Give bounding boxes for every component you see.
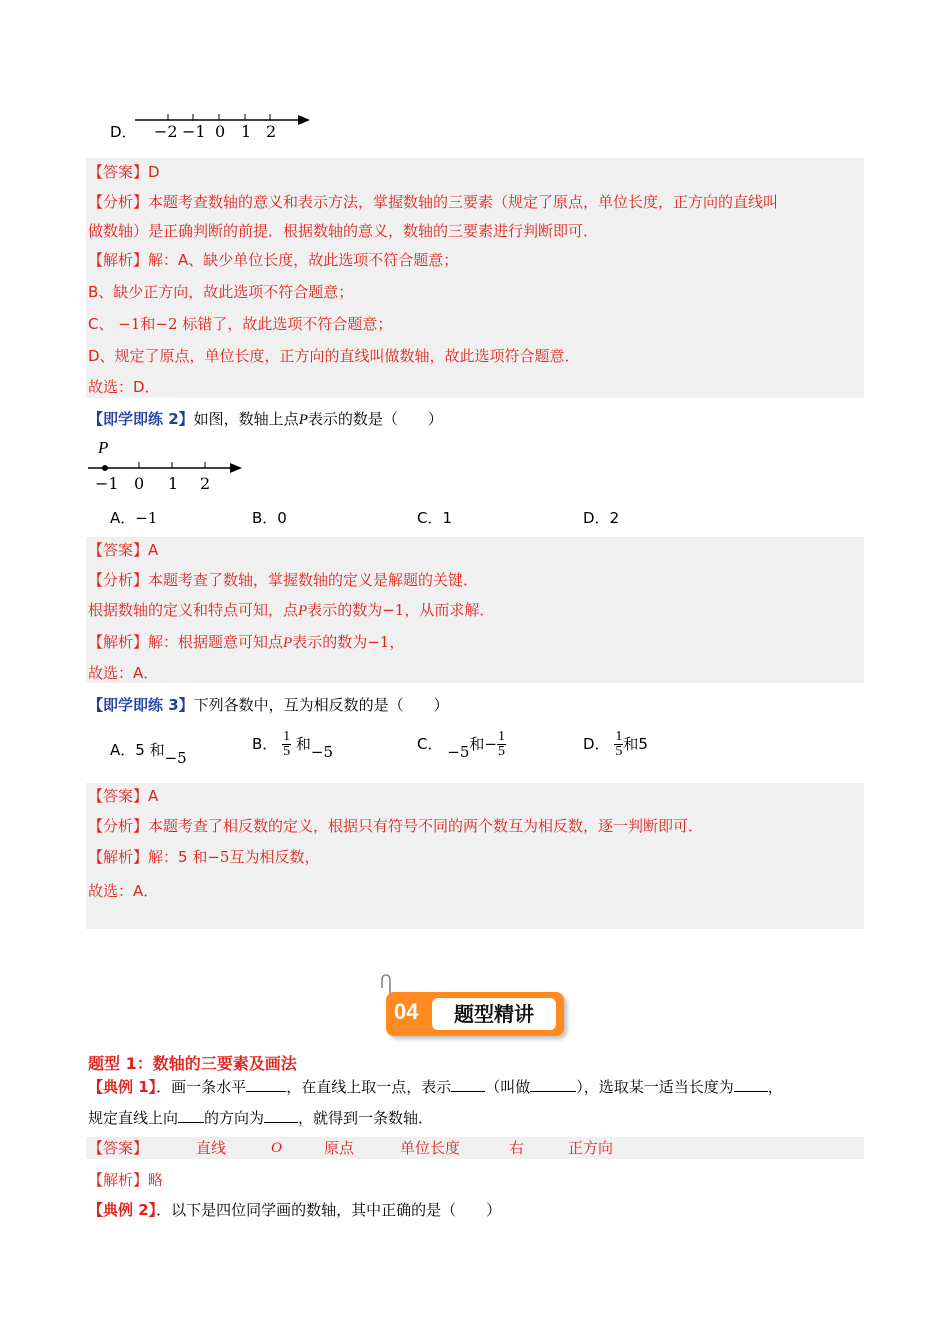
q1-tick-label: 1	[241, 122, 252, 141]
example1-explain: 【解析】略	[88, 1171, 164, 1189]
q2-analysis-line1: 【分析】本题考查了数轴，掌握数轴的定义是解题的关键．	[88, 571, 479, 589]
q1-analysis-line1: 【分析】本题考查数轴的意义和表示方法，掌握数轴的三要素（规定了原点，单位长度，正方向的直线叫	[88, 193, 779, 211]
section-number: 04	[394, 999, 419, 1024]
example1-line1: 【典例 1】．画一条水平 ，在直线上取一点，表示 （叫做 ），选取某一适当长度为 ，	[88, 1078, 783, 1096]
q2-tick-label: 1	[168, 474, 179, 493]
q3-option-d[interactable]: D． $\frac{1}{5}$ 和5	[583, 729, 648, 759]
example2-stem: 【典例 2】．以下是四位同学画的数轴，其中正确的是（ ）	[88, 1201, 502, 1219]
q3-analysis: 【分析】本题考查了相反数的定义，根据只有符号不同的两个数互为相反数，逐一判断即可．	[88, 817, 704, 835]
q3-option-b[interactable]: B． $\frac{1}{5}$ 和−5	[252, 729, 333, 761]
q2-stem: 【即学即练 2】如图，数轴上点P表示的数是（ ）	[88, 410, 443, 428]
q3-explain: 【解析】解：5 和−5互为相反数，	[88, 848, 320, 866]
q1-tick-label: −1	[182, 122, 206, 141]
q3-choose: 故选：A．	[88, 882, 159, 900]
example1-line2: 规定直线上向 的方向为 ，就得到一条数轴．	[88, 1109, 434, 1127]
q2-tick-label: 0	[134, 474, 145, 493]
q3-stem: 【即学即练 3】下列各数中，互为相反数的是（ ）	[88, 696, 449, 714]
q2-explain: 【解析】解：根据题意可知点P表示的数为−1，	[88, 633, 405, 651]
q2-choose: 故选：A．	[88, 664, 159, 682]
q3-answer: 【答案】A	[88, 787, 159, 805]
q2-tick-label: −1	[95, 474, 119, 493]
q1-explain-line-d: D、规定了原点，单位长度，正方向的直线叫做数轴，故此选项符合题意．	[88, 347, 580, 365]
q1-tick-label: 0	[215, 122, 226, 141]
q2-option-c[interactable]: C．1	[417, 509, 453, 527]
q2-point-label: P	[98, 438, 109, 457]
q1-tick-label: −2	[154, 122, 178, 141]
q2-option-b[interactable]: B．0	[252, 509, 287, 527]
q1-tick-label: 2	[266, 122, 277, 141]
q2-tick-label: 2	[200, 474, 211, 493]
q1-answer: 【答案】D	[88, 163, 160, 181]
q1-analysis-line2: 做数轴）是正确判断的前提．根据数轴的意义，数轴的三要素进行判断即可．	[88, 222, 599, 240]
q3-option-c[interactable]: C． −5和− $\frac{1}{5}$	[417, 729, 505, 761]
q1-choose: 故选：D．	[88, 378, 160, 396]
q3-option-a[interactable]: A．5 和−5	[110, 741, 187, 767]
type1-heading: 题型 1：数轴的三要素及画法	[88, 1054, 297, 1073]
section-title: 题型精讲	[432, 998, 556, 1030]
section-badge	[386, 992, 564, 1036]
q1-explain-line-c: C、 −1和−2 标错了，故此选项不符合题意；	[88, 315, 393, 333]
q1-option-d-label: D．	[110, 123, 137, 141]
q1-explain-line-b: B、缺少正方向，故此选项不符合题意；	[88, 283, 354, 301]
q2-analysis-line2: 根据数轴的定义和特点可知，点P表示的数为−1，从而求解．	[88, 601, 495, 619]
q2-answer: 【答案】A	[88, 541, 159, 559]
q2-option-d[interactable]: D．2	[583, 509, 620, 527]
q1-explain-line1: 【解析】解：A、缺少单位长度，故此选项不符合题意；	[88, 251, 459, 269]
q2-option-a[interactable]: A．−1	[110, 509, 158, 527]
